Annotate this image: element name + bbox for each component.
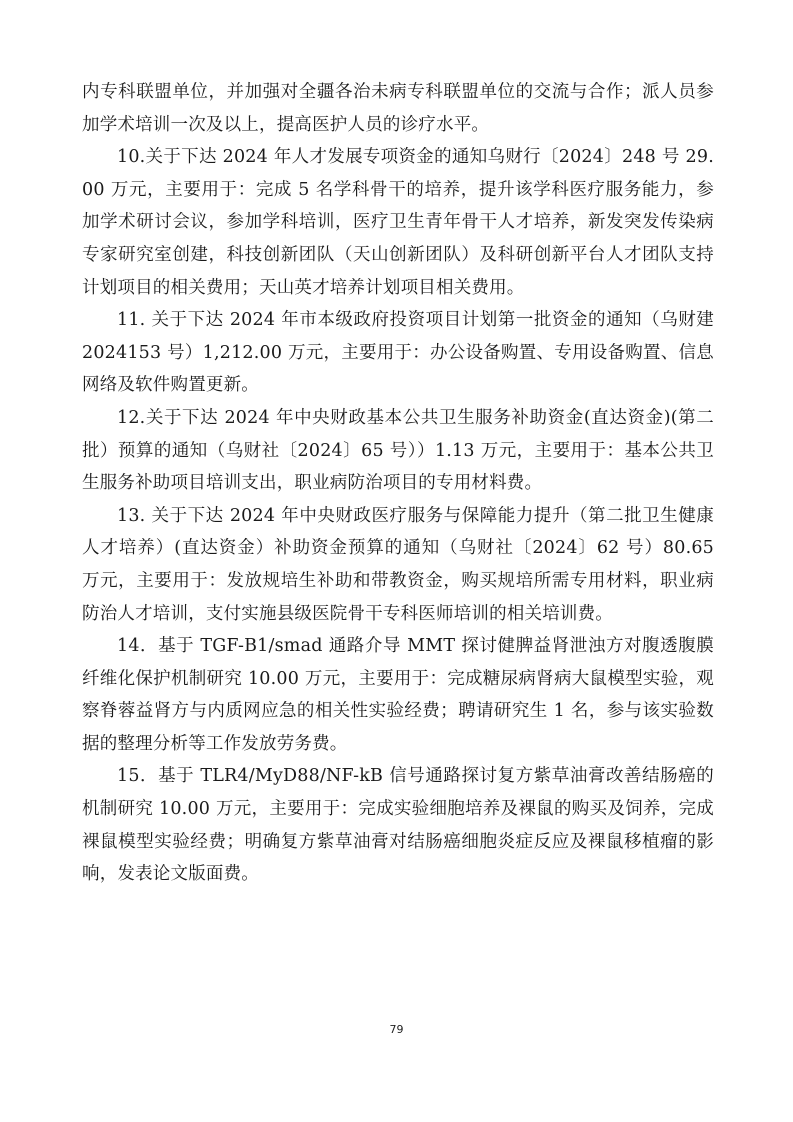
paragraph-item-12: 12.关于下达 2024 年中央财政基本公共卫生服务补助资金(直达资金)(第二批）预算的通知（乌财社〔2024〕65 号））1.13 万元，主要用于：基本公共卫生服务补助项目培训支出，职业病防治项目的专用材料费。 (82, 407, 714, 494)
paragraph-item-15: 15．基于 TLR4/MyD88/NF-kB 信号通路探讨复方紫草油膏改善结肠癌的机制研究 10.00 万元，主要用于：完成实验细胞培养及裸鼠的购买及饲养，完成裸鼠模型实验经费；明确复方紫草油膏对结肠癌细胞炎症反应及裸鼠移植瘤的影响，发表论文版面费。 (82, 766, 714, 885)
paragraph-item-10: 10.关于下达 2024 年人才发展专项资金的通知乌财行〔2024〕248 号 29.00 万元，主要用于：完成 5 名学科骨干的培养，提升该学科医疗服务能力，参加学术研讨会议，参加学科培训，医疗卫生青年骨干人才培养，新发突发传染病专家研究室创建，科技创新团队（天山创新团队）及科研创新平台人才团队支持计划项目的相关费用；天山英才培养计划项目相关费用。 (82, 147, 714, 298)
page-number: 79 (389, 1023, 404, 1036)
paragraph-item-13: 13. 关于下达 2024 年中央财政医疗服务与保障能力提升（第二批卫生健康人才培养）(直达资金）补助资金预算的通知（乌财社〔2024〕62 号）80.65 万元，主要用于：发放规培生补助和带教资金，购买规培所需专用材料，职业病防治人才培训，支付实施县级医院骨干专科医师培训的相关培训费。 (82, 505, 714, 624)
document-body (82, 76, 714, 891)
paragraph-item-11: 11. 关于下达 2024 年市本级政府投资项目计划第一批资金的通知（乌财建 2024153 号）1,212.00 万元，主要用于：办公设备购置、专用设备购置、信息网络及软件购置更新。 (82, 310, 714, 396)
paragraph-continuation: 内专科联盟单位，并加强对全疆各治未病专科联盟单位的交流与合作；派人员参加学术培训一次及以上，提高医护人员的诊疗水平。 (82, 82, 714, 135)
paragraph-item-14: 14．基于 TGF-B1/smad 通路介导 MMT 探讨健脾益肾泄浊方对腹透腹膜纤维化保护机制研究 10.00 万元，主要用于：完成糖尿病肾病大鼠模型实验，观察脊蓉益肾方与内质网应急的相关性实验经费；聘请研究生 1 名，参与该实验数据的整理分析等工作发放劳务费。 (82, 636, 714, 754)
